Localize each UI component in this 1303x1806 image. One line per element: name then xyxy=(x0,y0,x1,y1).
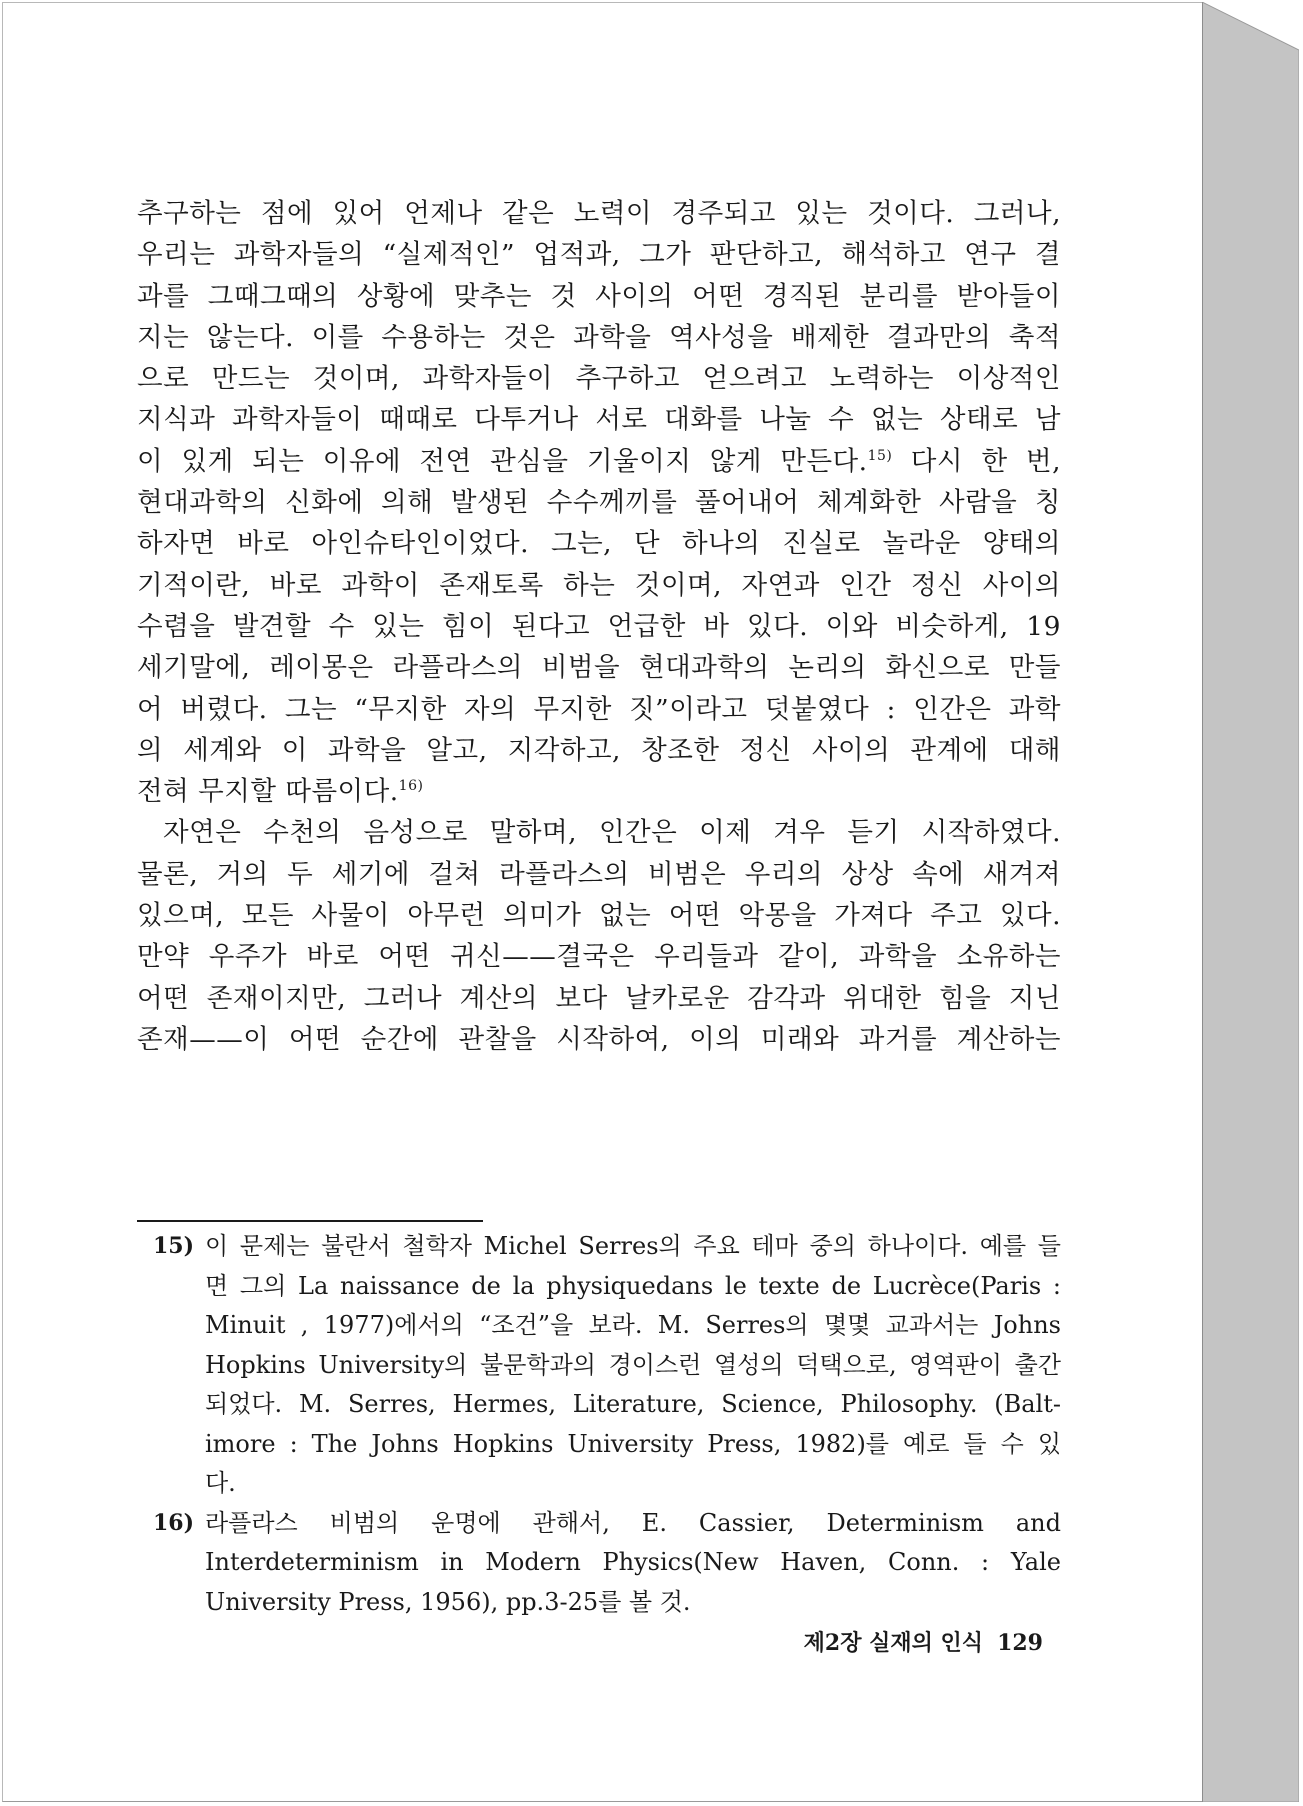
running-head: 제2장 실재의 인식 xyxy=(803,1630,984,1656)
body-line: 추구하는 점에 있어 언제나 같은 노력이 경주되고 있는 것이다. 그러나, xyxy=(137,198,1061,229)
footnote-number: 15) xyxy=(153,1233,195,1259)
body-line-text: 다시 한 번, xyxy=(892,445,1061,477)
footnote-line: Interdeterminism in Modern Physics(New Haven, Conn. : Yale xyxy=(205,1548,1061,1576)
body-line: 만약 우주가 바로 어떤 귀신——결국은 우리들과 같이, 과학을 소유하는 xyxy=(137,941,1061,973)
body-line: 의 세계와 이 과학을 알고, 지각하고, 창조한 정신 사이의 관계에 대해 xyxy=(137,734,1061,766)
body-line: 우리는 과학자들의 “실제적인” 업적과, 그가 판단하고, 해석하고 연구 결 xyxy=(137,239,1061,271)
footnote-15 xyxy=(137,1227,1061,1504)
page-number: 129 xyxy=(997,1630,1043,1656)
body-line: 자연은 수천의 음성으로 말하며, 인간은 이제 겨우 듣기 시작하였다. xyxy=(163,817,1061,849)
footnote-line: 이 문제는 불란서 철학자 Michel Serres의 주요 테마 중의 하나이다. 예를 들 xyxy=(205,1232,1061,1260)
footnote-line: 되었다. M. Serres, Hermes, Literature, Science, Philosophy. (Balt- xyxy=(205,1390,1061,1418)
body-line: 으로 만드는 것이며, 과학자들이 추구하고 얻으려고 노력하는 이상적인 xyxy=(137,363,1061,395)
footnote-ref-16: 16) xyxy=(398,778,424,795)
footnote-line: 라플라스 비범의 운명에 관해서, E. Cassier, Determinism and xyxy=(205,1508,1061,1537)
footnote-line: imore : The Johns Hopkins University Press, 1982)를 예로 들 수 있 xyxy=(205,1429,1061,1458)
footnote-ref-15: 15) xyxy=(867,447,893,464)
page-footer xyxy=(783,1626,1043,1657)
footnote-line: 다. xyxy=(205,1469,236,1497)
footnotes xyxy=(137,1227,1061,1622)
footnote-number: 16) xyxy=(153,1509,195,1536)
footnote-line: University Press, 1956), pp.3-25를 볼 것. xyxy=(205,1587,691,1616)
body-line-with-note-15 xyxy=(137,441,1061,482)
body-line: 하자면 바로 아인슈타인이었다. 그는, 단 하나의 진실로 놀라운 양태의 xyxy=(137,528,1061,560)
body-line: 지식과 과학자들이 때때로 다투거나 서로 대화를 나눌 수 없는 상태로 남 xyxy=(137,404,1061,436)
body-line: 물론, 거의 두 세기에 걸쳐 라플라스의 비범은 우리의 상상 속에 새겨져 xyxy=(137,858,1061,890)
body-line: 기적이란, 바로 과학이 존재토록 하는 것이며, 자연과 인간 정신 사이의 xyxy=(137,569,1061,601)
footnote-line: 면 그의 La naissance de la physiquedans le texte de Lucrèce(Paris : xyxy=(205,1271,1061,1300)
body-line: 존재——이 어떤 순간에 관찰을 시작하여, 이의 미래와 과거를 계산하는 xyxy=(137,1023,1061,1055)
body-line: 있으며, 모든 사물이 아무런 의미가 없는 어떤 악몽을 가져다 주고 있다. xyxy=(137,900,1061,932)
body-line-text: 이 있게 되는 이유에 전연 관심을 기울이지 않게 만든다. xyxy=(137,445,868,477)
body-line-with-note-16 xyxy=(137,771,1061,812)
body-line: 어떤 존재이지만, 그러나 계산의 보다 날카로운 감각과 위대한 힘을 지닌 xyxy=(137,982,1061,1014)
footnote-line: Hopkins University의 불문학과의 경이스런 열성의 덕택으로, 영역판이 출간 xyxy=(205,1350,1061,1379)
body-line: 과를 그때그때의 상황에 맞추는 것 사이의 어떤 경직된 분리를 받아들이 xyxy=(137,280,1061,312)
body-line: 어 버렸다. 그는 “무지한 자의 무지한 짓”이라고 덧붙였다 : 인간은 과학 xyxy=(137,693,1061,725)
body-line: 세기말에, 레이몽은 라플라스의 비범을 현대과학의 논리의 화신으로 만들 xyxy=(137,652,1061,684)
footnote-16 xyxy=(137,1504,1061,1623)
body-line-text: 전혀 무지할 따름이다. xyxy=(137,776,399,808)
body-text xyxy=(137,193,1061,1060)
footnote-line: Minuit , 1977)에서의 “조건”을 보라. M. Serres의 몇몇 교과서는 Johns xyxy=(205,1311,1061,1339)
book-spine-edge xyxy=(1202,2,1299,1802)
body-line: 지는 않는다. 이를 수용하는 것은 과학을 역사성을 배제한 결과만의 축적 xyxy=(137,321,1061,353)
body-line: 수렴을 발견할 수 있는 힘이 된다고 언급한 바 있다. 이와 비슷하게, 19 xyxy=(137,610,1061,642)
footnote-divider xyxy=(137,1220,483,1222)
book-page xyxy=(2,2,1202,1802)
body-line: 현대과학의 신화에 의해 발생된 수수께끼를 풀어내어 체계화한 사람을 칭 xyxy=(137,487,1061,519)
